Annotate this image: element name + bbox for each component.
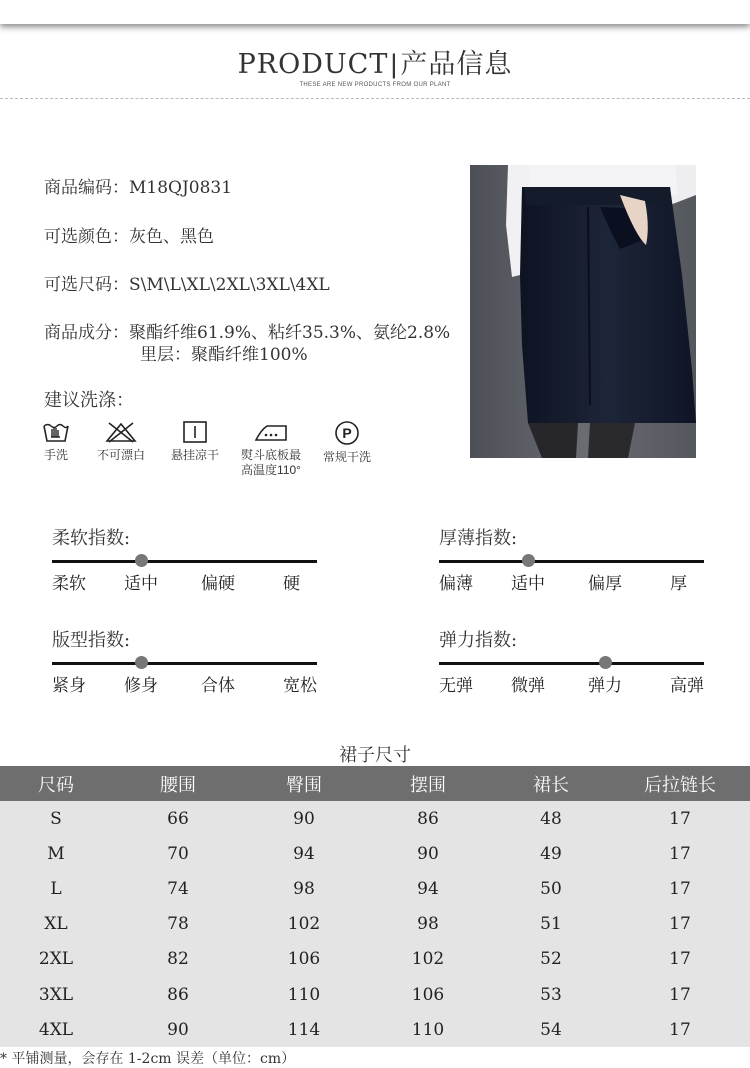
table-row (0, 1012, 750, 1047)
scale-indicator (135, 554, 148, 567)
scale-option: 微弹 (511, 676, 545, 696)
table-row (0, 801, 750, 836)
table-cell: L (0, 871, 112, 906)
table-cell: 102 (244, 907, 364, 942)
care-label: 不可漂白 (96, 448, 145, 462)
table-cell: 106 (364, 977, 492, 1012)
table-cell: 17 (610, 977, 750, 1012)
size-table-header-row (0, 766, 750, 801)
no-bleach-icon (104, 420, 138, 444)
care-label: 手洗 (43, 448, 68, 462)
table-cell: 53 (492, 977, 610, 1012)
info-code (44, 173, 232, 198)
table-cell: 49 (492, 836, 610, 871)
scale-fit (52, 626, 317, 696)
info-size-label: 可选尺码： (44, 275, 129, 295)
table-cell: 102 (364, 942, 492, 977)
scale-labels (439, 671, 704, 696)
table-cell: 90 (244, 801, 364, 836)
column-header: 尺码 (0, 766, 112, 801)
line-dry-icon (182, 420, 208, 444)
column-header: 臀围 (244, 766, 364, 801)
table-cell: 3XL (0, 977, 112, 1012)
info-material-value: 聚酯纤维61.9%、粘纤35.3%、氨纶2.8% (129, 323, 451, 343)
care-no-bleach (90, 420, 152, 463)
scale-option: 柔软 (52, 574, 86, 594)
table-cell: 74 (112, 871, 244, 906)
info-code-value: M18QJ0831 (129, 178, 233, 198)
info-lining: 里层：聚酯纤维100% (140, 345, 308, 365)
scale-bar (52, 662, 317, 665)
scale-option: 宽松 (283, 676, 317, 696)
scale-labels (52, 671, 317, 696)
scale-option: 偏薄 (439, 574, 473, 594)
care-label: 常规干洗 (322, 450, 371, 464)
scale-labels (439, 569, 704, 594)
scale-option: 合体 (201, 676, 235, 696)
table-cell: 110 (364, 1012, 492, 1047)
column-header: 裙长 (492, 766, 610, 801)
table-cell: 17 (610, 871, 750, 906)
scale-option: 偏厚 (588, 574, 622, 594)
scale-labels (52, 569, 317, 594)
scale-bar (439, 662, 704, 665)
care-label-2: 高温度110° (241, 463, 301, 477)
scale-thickness (439, 524, 704, 594)
iron-icon (253, 420, 289, 444)
table-cell: 90 (364, 836, 492, 871)
column-header: 摆围 (364, 766, 492, 801)
info-color-label: 可选颜色： (44, 227, 129, 247)
footnote: * 平铺测量，会存在 1-2cm 误差（单位：cm） (0, 1051, 296, 1067)
scale-title: 柔软指数: (52, 528, 131, 549)
table-cell: 4XL (0, 1012, 112, 1047)
table-cell: 86 (112, 977, 244, 1012)
scale-elasticity (439, 626, 704, 696)
scale-option: 硬 (283, 574, 300, 594)
table-cell: 78 (112, 907, 244, 942)
dotted-divider (0, 98, 750, 99)
table-cell: 50 (492, 871, 610, 906)
table-cell: 110 (244, 977, 364, 1012)
section-title (0, 42, 750, 81)
dry-clean-icon (334, 420, 360, 446)
scale-bar (52, 560, 317, 563)
scale-option: 高弹 (670, 676, 704, 696)
table-cell: 2XL (0, 942, 112, 977)
scale-option: 厚 (670, 574, 687, 594)
hand-wash-icon (42, 420, 70, 444)
section-header (0, 42, 750, 88)
scale-option: 偏硬 (201, 574, 235, 594)
title-en: PRODUCT (237, 49, 389, 80)
table-cell: 98 (244, 871, 364, 906)
table-cell: 106 (244, 942, 364, 977)
table-cell: 17 (610, 801, 750, 836)
table-cell: 17 (610, 907, 750, 942)
table-cell: XL (0, 907, 112, 942)
table-cell: 17 (610, 836, 750, 871)
care-label: 熨斗底板最 (240, 448, 301, 462)
scale-indicator (135, 656, 148, 669)
table-row (0, 836, 750, 871)
scale-softness (52, 524, 317, 594)
care-dry-clean (318, 420, 376, 465)
svg-text:P: P (342, 425, 352, 441)
table-cell: 54 (492, 1012, 610, 1047)
table-cell: 82 (112, 942, 244, 977)
table-row (0, 977, 750, 1012)
info-size (44, 270, 330, 295)
title-separator: | (390, 49, 399, 79)
table-cell: 17 (610, 942, 750, 977)
wash-label: 建议洗涤： (44, 390, 134, 411)
table-cell: 48 (492, 801, 610, 836)
size-table-title: 裙子尺寸 (339, 745, 411, 766)
table-cell: 66 (112, 801, 244, 836)
care-label: 悬挂凉干 (170, 448, 219, 462)
scale-option: 修身 (124, 676, 158, 696)
column-header: 腰围 (112, 766, 244, 801)
table-cell: 86 (364, 801, 492, 836)
table-row (0, 871, 750, 906)
scale-option: 适中 (511, 574, 545, 594)
table-cell: 52 (492, 942, 610, 977)
care-iron (234, 420, 308, 478)
info-material-label: 商品成分： (44, 323, 129, 343)
table-cell: 51 (492, 907, 610, 942)
column-header: 后拉链长 (610, 766, 750, 801)
scale-indicator (599, 656, 612, 669)
scale-option: 无弹 (439, 676, 473, 696)
table-cell: M (0, 836, 112, 871)
table-row (0, 942, 750, 977)
info-color-value: 灰色、黑色 (129, 227, 214, 247)
title-cn: 产品信息 (400, 49, 513, 80)
scale-option: 弹力 (588, 676, 622, 696)
scale-bar (439, 560, 704, 563)
scale-option: 紧身 (52, 676, 86, 696)
care-hand-wash (36, 420, 76, 463)
scale-title: 厚薄指数: (439, 528, 518, 549)
care-line-dry (166, 420, 224, 463)
info-size-value: S\M\L\XL\2XL\3XL\4XL (129, 275, 330, 295)
info-code-label: 商品编码： (44, 178, 129, 198)
section-subtitle: THESE ARE NEW PRODUCTS FROM OUR PLANT (299, 82, 451, 88)
table-cell: 94 (244, 836, 364, 871)
table-cell: 114 (244, 1012, 364, 1047)
scale-option: 适中 (124, 574, 158, 594)
info-color (44, 222, 214, 247)
top-bar (0, 0, 750, 24)
table-cell: 17 (610, 1012, 750, 1047)
table-row (0, 907, 750, 942)
table-cell: 70 (112, 836, 244, 871)
table-cell: 98 (364, 907, 492, 942)
skirt-photo (470, 165, 696, 458)
scale-title: 弹力指数: (439, 630, 518, 651)
table-cell: 94 (364, 871, 492, 906)
table-cell: S (0, 801, 112, 836)
table-cell: 90 (112, 1012, 244, 1047)
scale-indicator (522, 554, 535, 567)
size-table (0, 766, 750, 1047)
scale-title: 版型指数: (52, 630, 131, 651)
